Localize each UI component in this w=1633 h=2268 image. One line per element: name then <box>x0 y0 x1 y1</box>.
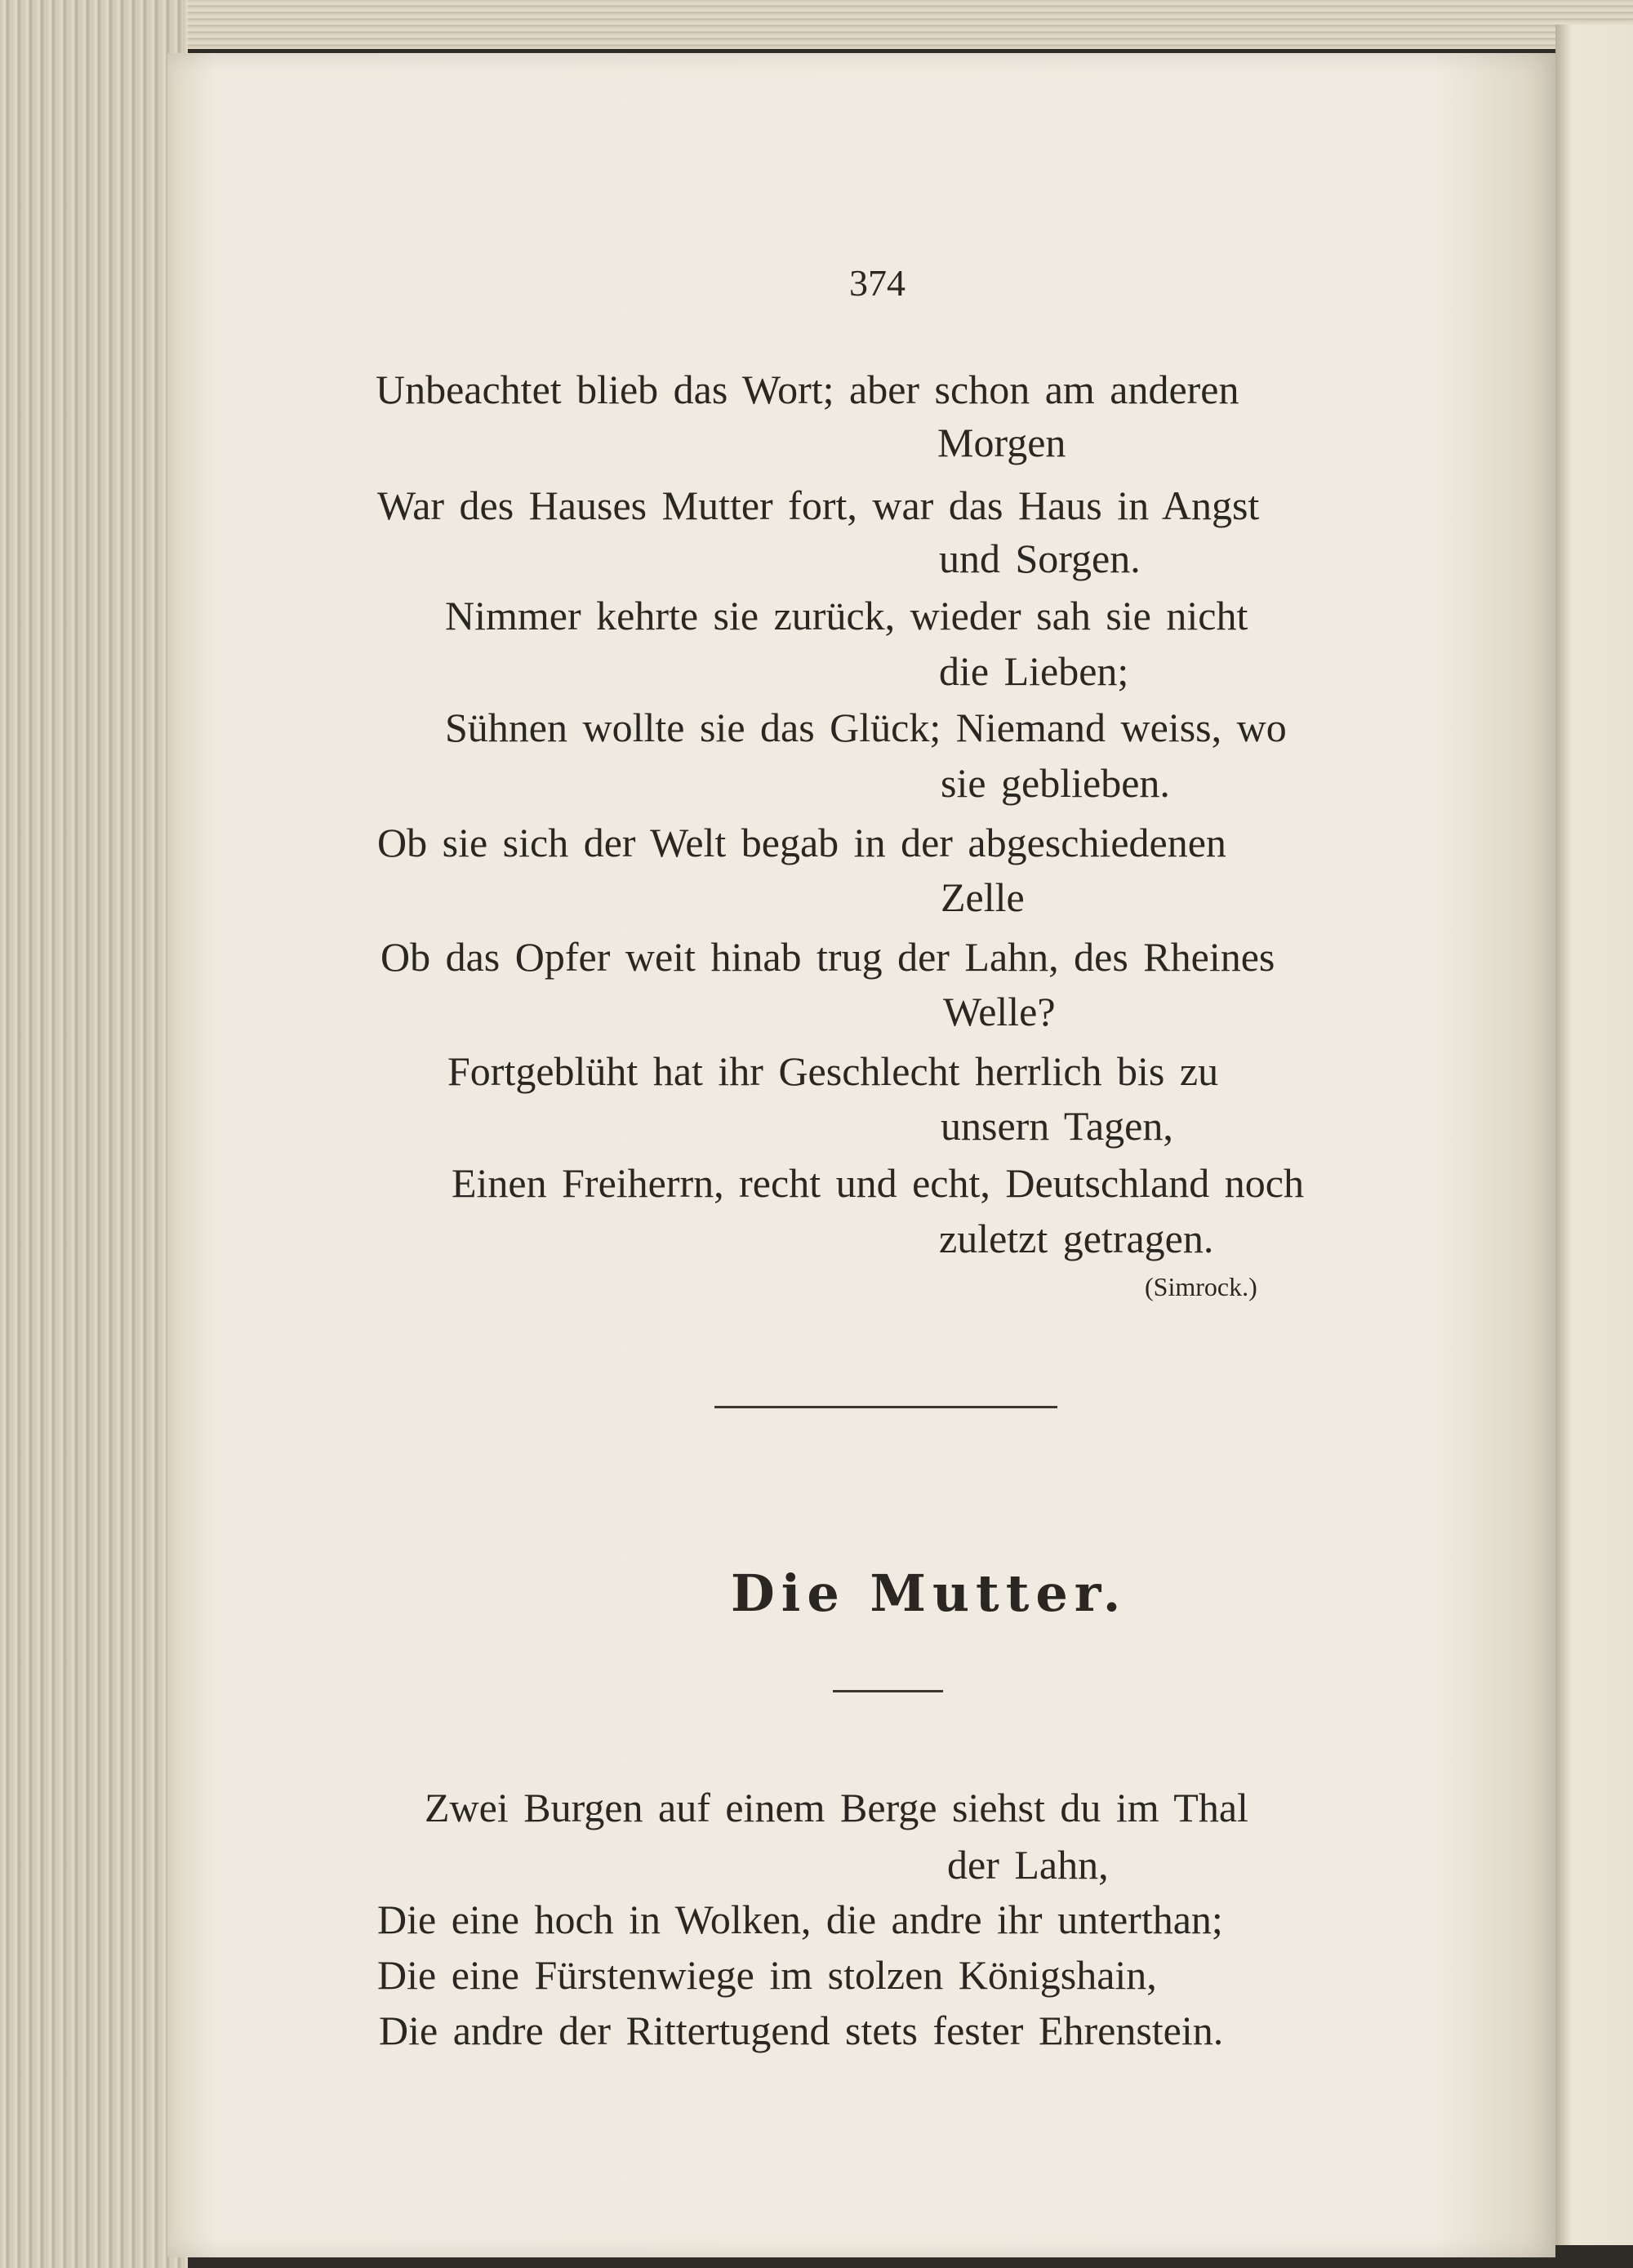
poem1-line-10: Zelle <box>941 874 1025 920</box>
poem2-line-4: Die eine Fürstenwiege im stolzen Königshain, <box>377 1952 1157 1998</box>
page-edges-top <box>0 0 1633 49</box>
page-edges-left <box>0 0 188 2268</box>
poem1-line-4: und Sorgen. <box>939 536 1141 581</box>
page-number: 374 <box>849 262 905 304</box>
poem1-line-8: sie geblieben. <box>941 760 1170 806</box>
poem1-line-15: Einen Freiherrn, recht und echt, Deutschland noch <box>452 1160 1304 1206</box>
poem1-line-3: War des Hauses Mutter fort, war das Haus in Angst <box>377 483 1260 528</box>
title-underline-rule <box>833 1690 943 1692</box>
poem1-line-12: Welle? <box>943 989 1056 1034</box>
poem1-line-7: Sühnen wollte sie das Glück; Niemand weiss, wo <box>445 705 1287 750</box>
poem2-line-3: Die eine hoch in Wolken, die andre ihr unterthan; <box>377 1897 1223 1942</box>
poem1-line-11: Ob das Opfer weit hinab trug der Lahn, des Rheines <box>380 934 1275 980</box>
poem1-line-14: unsern Tagen, <box>941 1103 1173 1149</box>
poem1-line-13: Fortgeblüht hat ihr Geschlecht herrlich bis zu <box>447 1048 1219 1094</box>
poem1-line-1: Unbeachtet blieb das Wort; aber schon am anderen <box>376 367 1239 412</box>
poem1-line-5: Nimmer kehrte sie zurück, wieder sah sie nicht <box>445 593 1248 638</box>
poem1-line-9: Ob sie sich der Welt begab in der abgeschiedenen <box>377 820 1226 865</box>
section-divider-rule <box>714 1406 1057 1408</box>
poem1-line-6: die Lieben; <box>939 648 1129 694</box>
poem2-line-2: der Lahn, <box>947 1842 1109 1888</box>
poem1-line-16: zuletzt getragen. <box>939 1216 1214 1261</box>
poem2-line-1: Zwei Burgen auf einem Berge siehst du im Thal <box>425 1785 1248 1830</box>
poem2-title: Die Mutter. <box>731 1563 1128 1623</box>
facing-page <box>1555 24 1633 2245</box>
poem1-line-2: Morgen <box>937 420 1066 465</box>
poem2-line-5: Die andre der Rittertugend stets fester Ehrenstein. <box>379 2008 1224 2053</box>
poem1-author: (Simrock.) <box>1145 1272 1257 1301</box>
